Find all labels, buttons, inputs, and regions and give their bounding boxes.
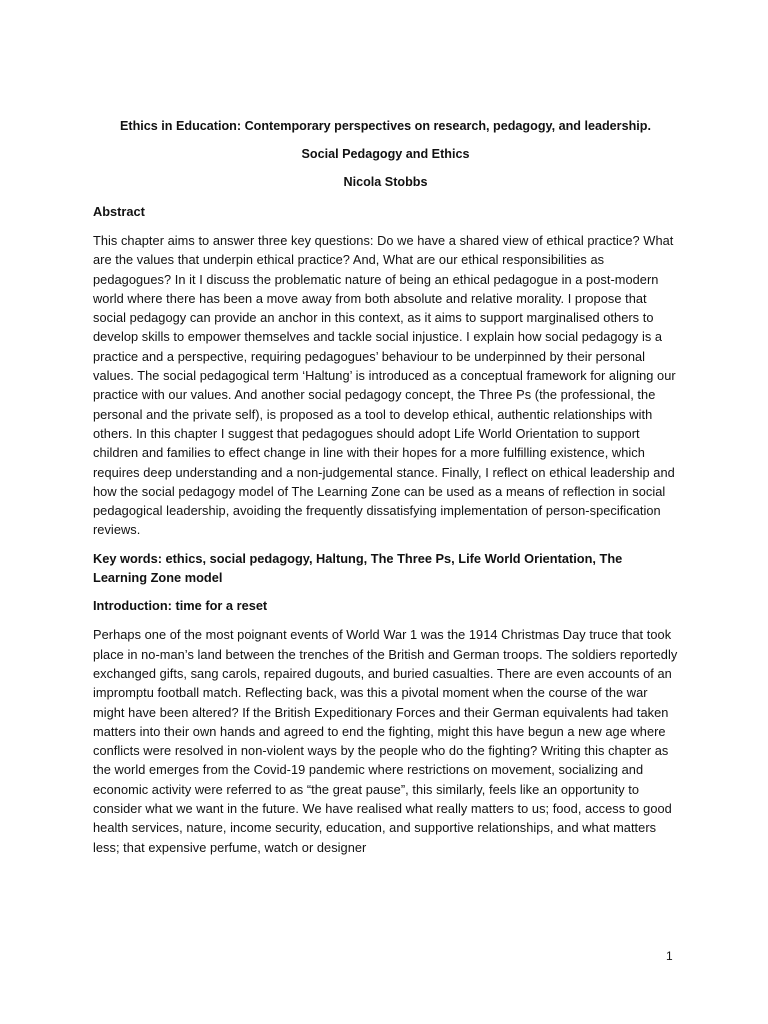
page-content	[93, 117, 678, 866]
introduction-paragraph: Perhaps one of the most poignant events of World War 1 was the 1914 Christmas Day truce that took place in no-man’s land between the trenches of the British and German troops. The soldiers reportedly exchanged gifts, sang carols, repaired dugouts, and buried casualties. There are even accounts of an impromptu football match. Reflecting back, was this a pivotal moment when the course of the war might have been altered? If the British Expeditionary Forces and their German equivalents had taken matters into their own hands and agreed to end the fighting, might this have begun a new age where conflicts were resolved in non-violent ways by the people who do the fighting? Writing this chapter as the world emerges from the Covid-19 pandemic where restrictions on movement, socializing and economic activity were referred to as “the great pause”, this similarly, feels like an opportunity to consider what we want in the future. We have realised what really matters to us; food, access to good health services, nature, income security, education, and supportive relationships, and what matters less; that expensive perfume, watch or designer	[93, 627, 678, 855]
abstract-paragraph: This chapter aims to answer three key questions: Do we have a shared view of ethical practice? What are the values that underpin ethical practice? And, What are our ethical responsibilities as pedagogues? In it I discuss the problematic nature of being an ethical pedagogue in a post-modern world where there has been a move away from both absolute and relative morality. I propose that social pedagogy can provide an anchor in this context, as it aims to support marginalised others to develop skills to empower themselves and tackle social injustice. I explain how social pedagogy is a practice and a perspective, requiring pedagogues’ behaviour to be underpinned by their personal values. The social pedagogical term ‘Haltung’ is introduced as a conceptual framework for aligning our practice with our values. And another social pedagogy concept, the Three Ps (the professional, the personal and the private self), is proposed as a tool to develop ethical, authentic relationships with others. In this chapter I suggest that pedagogues should adopt Life World Orientation to support children and families to effect change in line with their hopes for a more fulfilling existence, which requires deep understanding and a non-judgemental stance. Finally, I reflect on ethical leadership and how the social pedagogy model of The Learning Zone can be used as a means of reflection in social pedagogical leadership, avoiding the frequently dissatisfying implementation of person-specification reviews.	[93, 233, 676, 538]
page-number: 1	[666, 949, 673, 963]
book-title: Ethics in Education: Contemporary perspectives on research, pedagogy, and leadership.	[120, 119, 651, 133]
introduction-heading: Introduction: time for a reset	[93, 598, 268, 614]
abstract-heading: Abstract	[93, 204, 145, 219]
keywords-paragraph: Key words: ethics, social pedagogy, Haltung, The Three Ps, Life World Orientation, The Learning Zone model	[93, 550, 623, 586]
author-name: Nicola Stobbs	[343, 175, 428, 189]
chapter-title: Social Pedagogy and Ethics	[301, 147, 470, 161]
